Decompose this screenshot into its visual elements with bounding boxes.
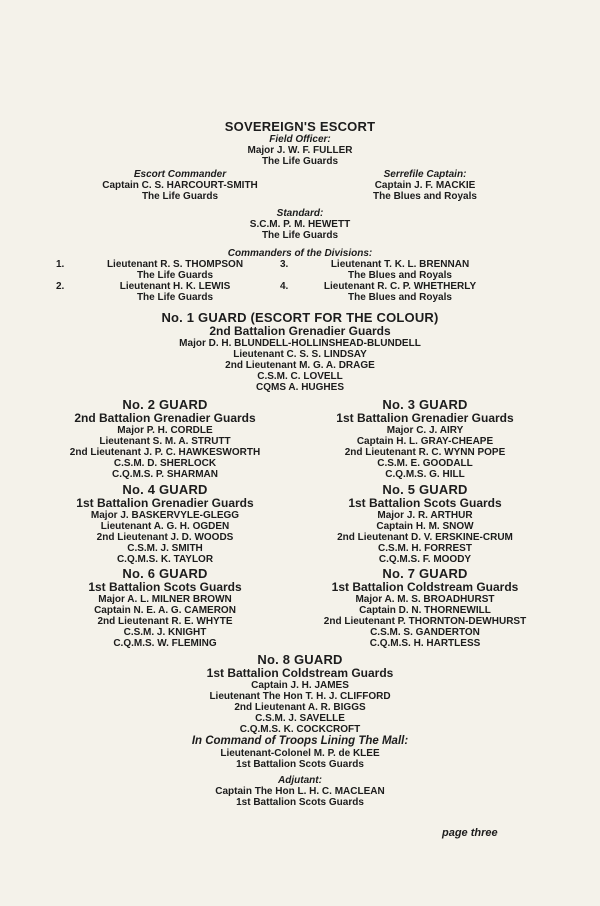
guard-battalion: 2nd Battalion Grenadier Guards [74, 411, 256, 425]
division-2 [80, 281, 270, 303]
guard-battalion: 1st Battalion Coldstream Guards [206, 666, 394, 680]
serrefile-label: Serrefile Captain: [383, 169, 467, 180]
division-number: 3. [280, 259, 289, 270]
guard-officer: Major A. M. S. BROADHURST [355, 594, 495, 605]
division-number: 2. [56, 281, 65, 292]
guard-battalion: 1st Battalion Grenadier Guards [76, 496, 254, 510]
adjutant-unit: 1st Battalion Scots Guards [236, 797, 364, 808]
guard-4 [30, 482, 300, 565]
guard-officer: Major A. L. MILNER BROWN [98, 594, 232, 605]
guard-officer: 2nd Lieutenant A. R. BIGGS [234, 702, 366, 713]
guard-officer: C.S.M. J. SAVELLE [255, 713, 345, 724]
guard-officer: Major D. H. BLUNDELL-HOLLINSHEAD-BLUNDELL [179, 338, 421, 349]
guard-officer: C.S.M. S. GANDERTON [370, 627, 480, 638]
guard-officer: 2nd Lieutenant P. THORNTON-DEWHURST [323, 616, 527, 627]
division-name: Lieutenant T. K. L. BRENNAN [330, 259, 470, 270]
division-number: 4. [280, 281, 289, 292]
guard-officer: C.S.M. H. FORREST [378, 543, 472, 554]
troops-commander-name: Lieutenant-Colonel M. P. de KLEE [220, 748, 380, 759]
guard-officer: C.S.M. D. SHERLOCK [113, 458, 217, 469]
guard-officer: C.S.M. J. KNIGHT [123, 627, 207, 638]
guard-8 [0, 652, 600, 735]
division-unit: The Blues and Royals [348, 270, 452, 281]
guard-officer: Lieutenant C. S. S. LINDSAY [233, 349, 367, 360]
division-unit: The Life Guards [136, 270, 214, 281]
standard-name: S.C.M. P. M. HEWETT [249, 219, 351, 230]
guard-officer: Captain N. E. A. G. CAMERON [94, 605, 236, 616]
guard-officer: Captain J. H. JAMES [251, 680, 349, 691]
guard-6 [30, 566, 300, 649]
escort-commander [60, 169, 300, 202]
guard-officer: 2nd Lieutenant J. D. WOODS [96, 532, 234, 543]
guard-battalion: 1st Battalion Grenadier Guards [336, 411, 514, 425]
troops-command [0, 735, 600, 808]
guard-title: No. 2 GUARD [122, 397, 208, 412]
guard-officer: 2nd Lieutenant R. E. WHYTE [97, 616, 233, 627]
division-name: Lieutenant R. C. P. WHETHERLY [323, 281, 477, 292]
guard-officer: Major C. J. AIRY [386, 425, 464, 436]
page-number: page three [442, 827, 498, 839]
field-officer-label: Field Officer: [269, 134, 331, 145]
guard-officer: Lieutenant The Hon T. H. J. CLIFFORD [209, 691, 391, 702]
guard-title: No. 5 GUARD [382, 482, 468, 497]
escort-commander-label: Escort Commander [133, 169, 227, 180]
guard-title: No. 7 GUARD [382, 566, 468, 581]
guard-title: No. 3 GUARD [382, 397, 468, 412]
escort-commander-unit: The Life Guards [141, 191, 219, 202]
guard-officer: Major P. H. CORDLE [117, 425, 213, 436]
escort-title: SOVEREIGN'S ESCORT [224, 119, 376, 134]
guard-battalion: 1st Battalion Scots Guards [348, 496, 502, 510]
division-unit: The Blues and Royals [348, 292, 452, 303]
guard-title: No. 4 GUARD [122, 482, 208, 497]
escort-commander-name: Captain C. S. HARCOURT-SMITH [102, 180, 258, 191]
serrefile-captain [300, 169, 550, 202]
serrefile-unit: The Blues and Royals [373, 191, 477, 202]
guard-officer: 2nd Lieutenant M. G. A. DRAGE [225, 360, 375, 371]
guard-officer: C.Q.M.S. P. SHARMAN [112, 469, 218, 480]
guard-2 [30, 397, 300, 480]
guard-officer: C.Q.M.S. K. TAYLOR [116, 554, 214, 565]
guard-battalion: 1st Battalion Coldstream Guards [331, 580, 519, 594]
guard-officer: Lieutenant A. G. H. OGDEN [100, 521, 230, 532]
adjutant-label: Adjutant: [278, 775, 322, 786]
guard-officer: C.S.M. J. SMITH [127, 543, 203, 554]
troops-label: In Command of Troops Lining The Mall: [191, 735, 409, 747]
guard-battalion: 1st Battalion Scots Guards [88, 580, 242, 594]
guard-1 [0, 310, 600, 393]
guard-title: No. 8 GUARD [257, 652, 343, 667]
division-number: 1. [56, 259, 65, 270]
troops-commander-unit: 1st Battalion Scots Guards [236, 759, 364, 770]
guard-officer: Major J. R. ARTHUR [377, 510, 473, 521]
guard-officer: Captain H. M. SNOW [376, 521, 474, 532]
guard-officer: Lieutenant S. M. A. STRUTT [99, 436, 231, 447]
division-1 [80, 259, 270, 281]
guard-officer: Captain D. N. THORNEWILL [359, 605, 491, 616]
field-officer-unit: The Life Guards [261, 156, 339, 167]
guard-officer: C.Q.M.S. K. COCKCROFT [239, 724, 361, 735]
guard-officer: CQMS A. HUGHES [256, 382, 344, 393]
division-unit: The Life Guards [136, 292, 214, 303]
guard-officer: 2nd Lieutenant R. C. WYNN POPE [344, 447, 506, 458]
guard-officer: C.S.M. C. LOVELL [257, 371, 343, 382]
sovereigns-escort-section [0, 119, 600, 167]
division-name: Lieutenant H. K. LEWIS [119, 281, 231, 292]
guard-title: No. 1 GUARD (ESCORT FOR THE COLOUR) [161, 310, 439, 325]
guard-officer: C.Q.M.S. H. HARTLESS [369, 638, 481, 649]
guard-officer: 2nd Lieutenant D. V. ERSKINE-CRUM [337, 532, 513, 543]
divisions-label: Commanders of the Divisions: [227, 248, 373, 259]
division-name: Lieutenant R. S. THOMPSON [106, 259, 244, 270]
guard-battalion: 2nd Battalion Grenadier Guards [209, 324, 391, 338]
guard-officer: C.S.M. E. GOODALL [377, 458, 473, 469]
guard-5 [290, 482, 560, 565]
adjutant-name: Captain The Hon L. H. C. MACLEAN [215, 786, 385, 797]
guard-officer: Captain H. L. GRAY-CHEAPE [356, 436, 494, 447]
division-4 [300, 281, 500, 303]
guard-officer: C.Q.M.S. W. FLEMING [113, 638, 217, 649]
standard [0, 208, 600, 241]
divisions-heading [0, 248, 600, 259]
standard-label: Standard: [276, 208, 324, 219]
guard-officer: C.Q.M.S. F. MOODY [378, 554, 472, 565]
guard-officer: Major J. BASKERVYLE-GLEGG [90, 510, 240, 521]
guard-officer: 2nd Lieutenant J. P. C. HAWKESWORTH [69, 447, 261, 458]
division-3 [300, 259, 500, 281]
guard-title: No. 6 GUARD [122, 566, 208, 581]
guard-officer: C.Q.M.S. G. HILL [385, 469, 465, 480]
guard-3 [290, 397, 560, 480]
serrefile-name: Captain J. F. MACKIE [374, 180, 476, 191]
guard-7 [290, 566, 560, 649]
field-officer-name: Major J. W. F. FULLER [247, 145, 353, 156]
standard-unit: The Life Guards [261, 230, 339, 241]
